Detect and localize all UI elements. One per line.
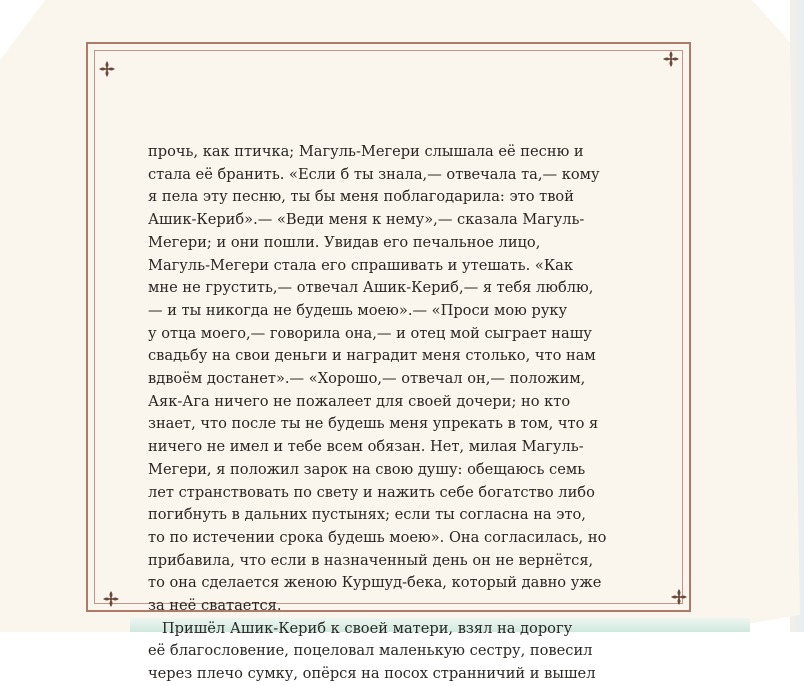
text-line: прибавила, что если в назначенный день он не вернётся, [148,551,594,569]
fleur-de-lis-icon [660,48,682,70]
text-line: то по истечении срока будешь моею». Она согласилась, но [148,528,607,546]
text-line: стала её бранить. «Если б ты знала,— отвечала та,— кому [148,165,600,183]
text-line: Магуль-Мегери стала его спрашивать и утешать. «Как [148,256,573,274]
text-line: знает, что после ты не будешь меня упрекать в том, что я [148,415,599,433]
text-line: за неё сватается. [148,597,282,615]
text-line: вдвоём достанет».— «Хорошо,— отвечал он,— положим, [148,370,586,388]
text-line: через плечо сумку, опёрся на посох странничий и вышел [148,665,596,683]
text-line: погибнуть в дальних пустынях; если ты согласна на это, [148,506,586,524]
text-line: её благословение, поцеловал маленькую сестру, повесил [148,642,593,660]
text-line: Мегери, я положил зарок на свою душу: обещаюсь семь [148,460,586,478]
text-line: ничего не имел и тебе всем обязан. Нет, милая Магуль- [148,438,584,456]
text-line: свадьбу на свои деньги и наградит меня столько, что нам [148,347,596,365]
text-line: Ашик-Кериб».— «Веди меня к нему»,— сказала Магуль- [148,211,585,229]
page-body-text [148,141,638,686]
text-line: у отца моего,— говорила она,— и отец мой сыграет нашу [148,324,592,342]
text-line: прочь, как птичка; Магуль-Мегери слышала её песню и [148,143,584,160]
text-line: лет странствовать по свету и нажить себе богатство либо [148,483,595,501]
text-line: я пела эту песню, ты бы меня поблагодарила: это твой [148,188,574,206]
fleur-de-lis-icon [668,586,690,608]
fleur-de-lis-icon [96,58,118,80]
text-line: Мегери; и они пошли. Увидав его печальное лицо, [148,233,541,251]
text-line: — и ты никогда не будешь моею».— «Проси мою руку [148,301,568,319]
text-line: Аяк-Ага ничего не пожалеет для своей дочери; но кто [148,392,571,410]
fleur-de-lis-icon [100,588,122,610]
text-line: то она сделается женою Куршуд-бека, который давно уже [148,574,602,592]
text-line: мне не грустить,— отвечал Ашик-Кериб,— я тебя люблю, [148,279,594,297]
text-line: Пришёл Ашик-Кериб к своей матери, взял на дорогу [148,619,573,637]
